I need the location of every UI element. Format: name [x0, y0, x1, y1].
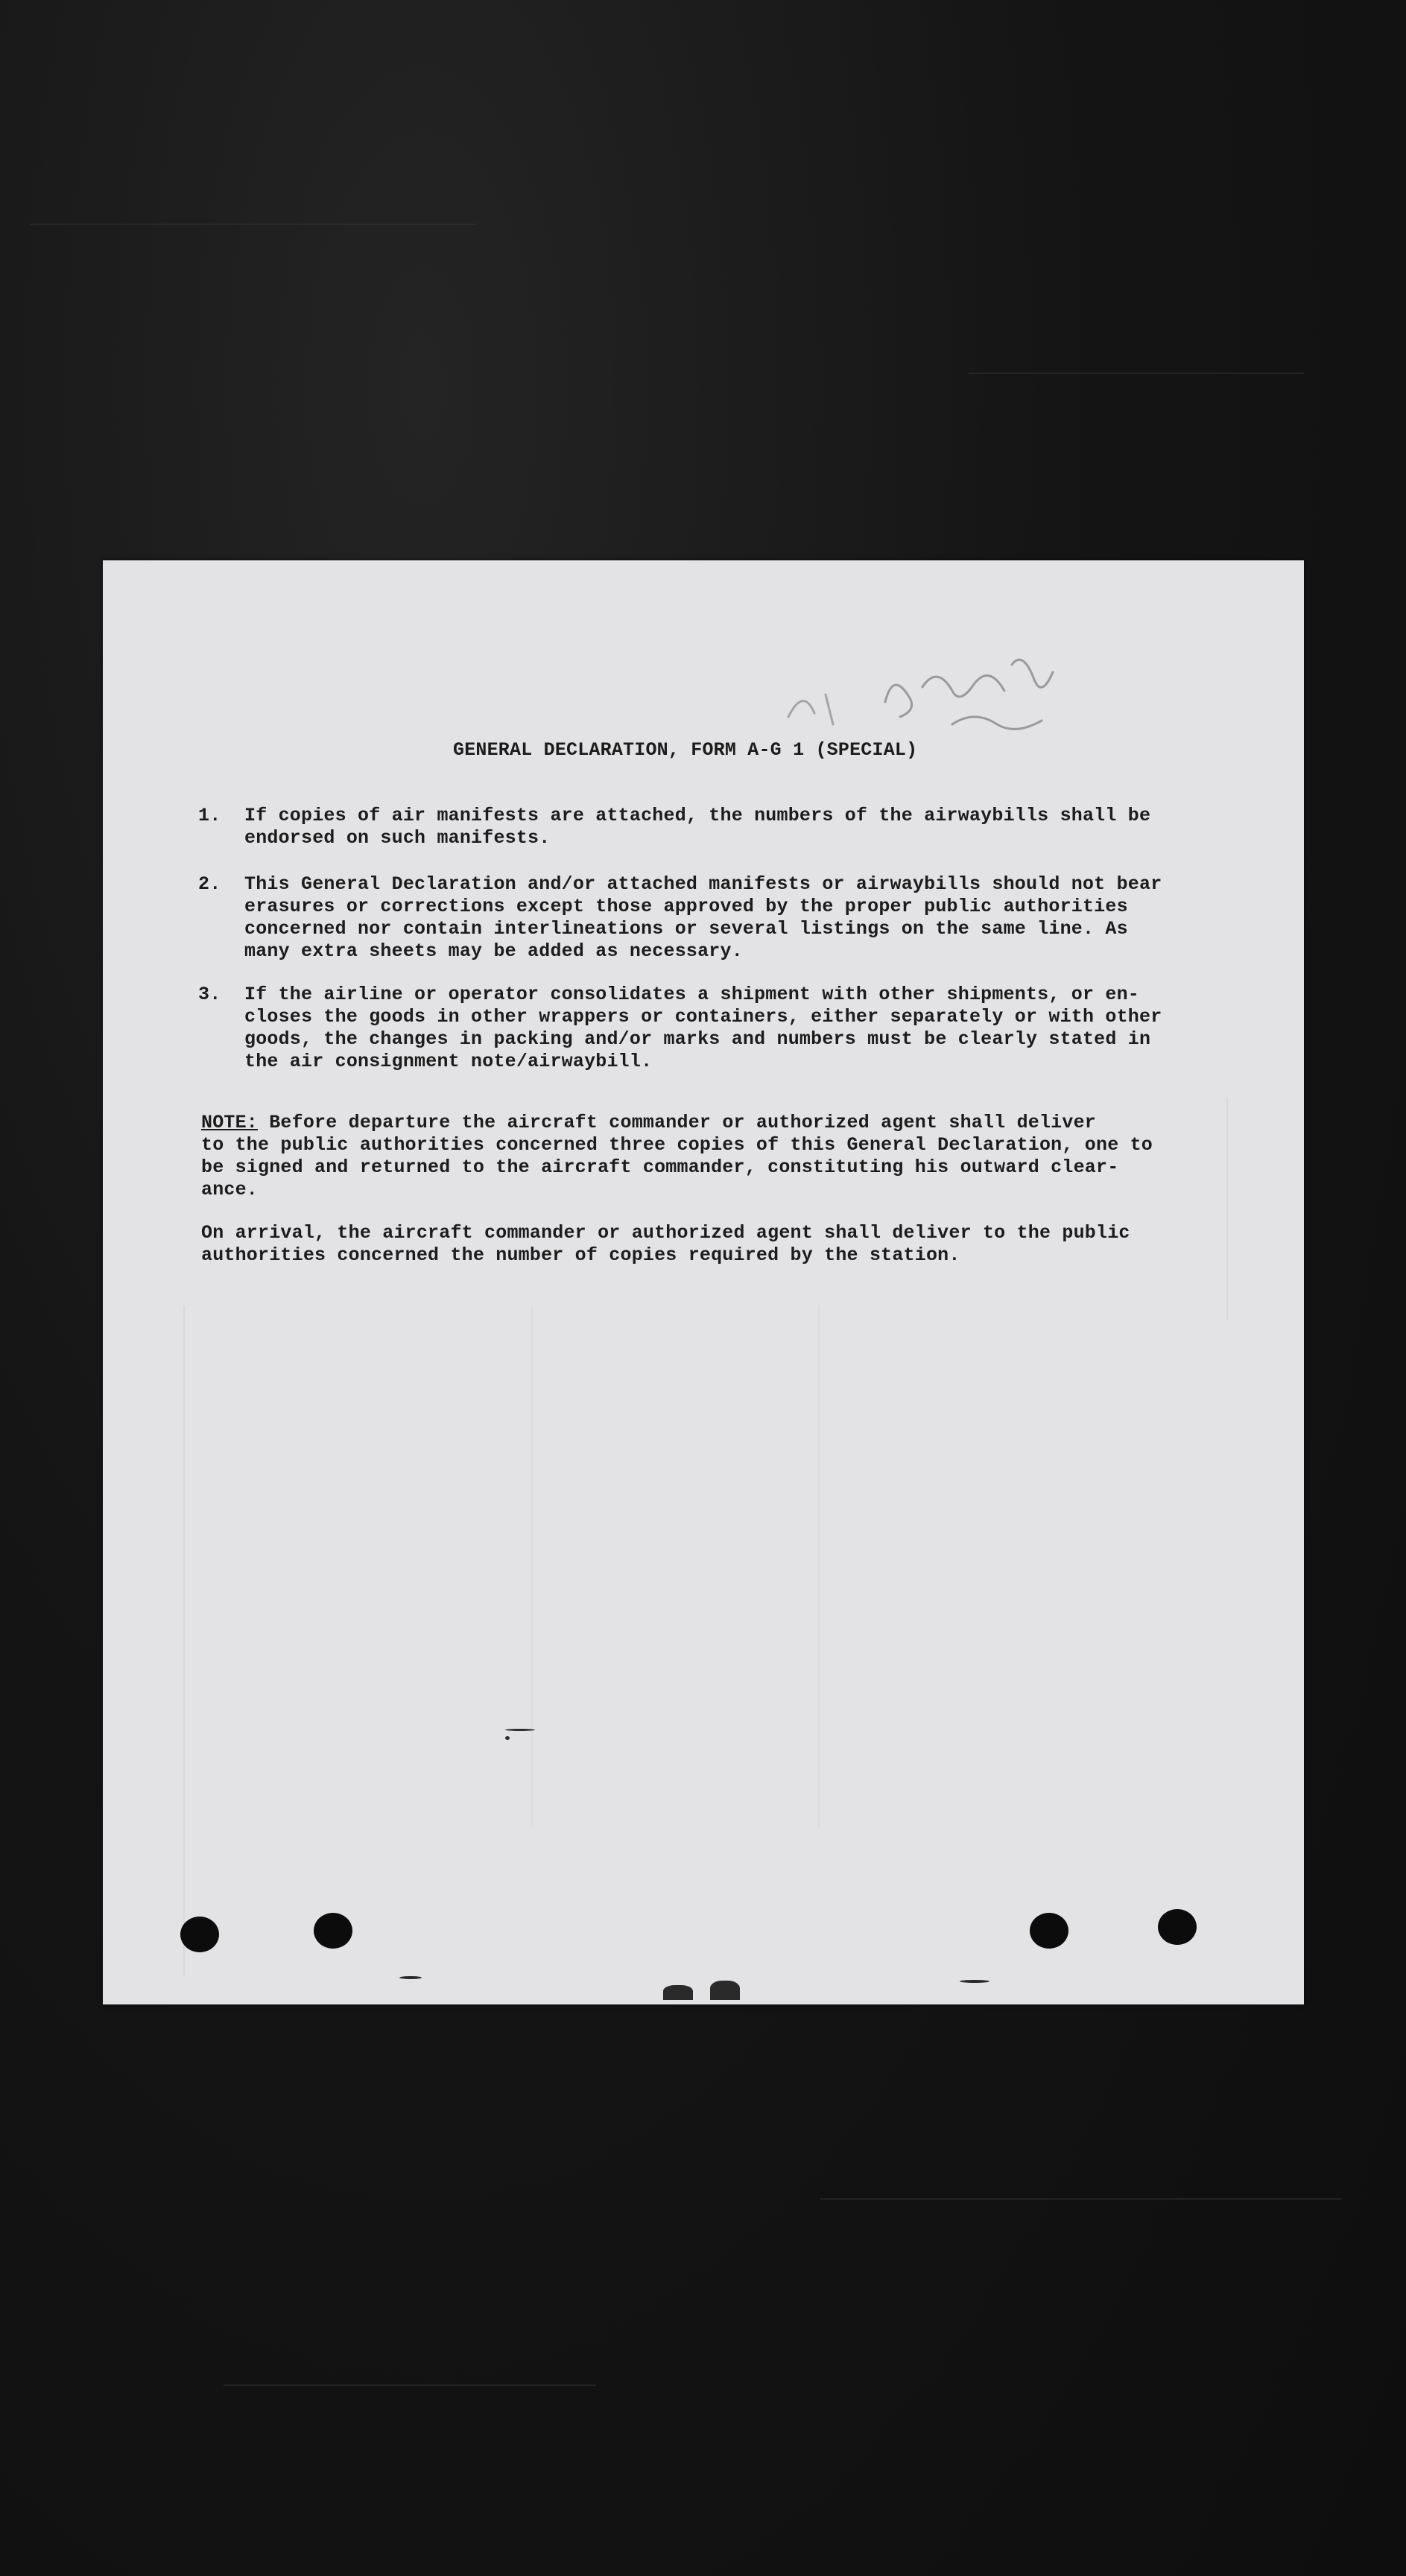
ink-mark	[960, 1980, 989, 1983]
ink-mark	[505, 1729, 535, 1731]
edge-damage	[663, 1985, 693, 2000]
item-number: 1.	[198, 805, 221, 826]
ink-mark	[505, 1736, 510, 1740]
instruction-item-1	[198, 805, 1197, 849]
note-text: Before departure the aircraft commander or authorized agent shall deliver to the public authorities concerned three copies of this General Declaration, one to be signed and returned to the aircraft commander, constituting his outward clear- ance.	[201, 1112, 1153, 1200]
instruction-item-2	[198, 873, 1197, 963]
edge-damage	[710, 1981, 740, 2000]
item-number: 2.	[198, 873, 221, 895]
document-title: GENERAL DECLARATION, FORM A-G 1 (SPECIAL)	[453, 739, 918, 761]
film-scratch	[820, 2198, 1341, 2200]
item-text: If copies of air manifests are attached, the numbers of the airwaybills shall be endorsed on such manifests.	[244, 805, 1151, 849]
faint-rule	[818, 1306, 820, 1827]
document-page	[103, 560, 1304, 2004]
faint-rule	[531, 1306, 533, 1827]
film-scratch	[224, 2384, 596, 2386]
punch-hole	[314, 1913, 352, 1949]
film-scratch	[30, 224, 477, 225]
punch-hole	[180, 1917, 219, 1952]
film-scratch	[969, 373, 1304, 374]
faint-rule	[1226, 1097, 1228, 1320]
punch-hole	[1158, 1909, 1197, 1945]
faint-rule	[183, 1306, 185, 1976]
ink-mark	[399, 1976, 422, 1979]
note-paragraph	[201, 1112, 1197, 1201]
instruction-item-3	[198, 984, 1197, 1073]
item-text: This General Declaration and/or attached manifests or airwaybills should not bear erasures or corrections except those approved by the proper public authorities concerned nor contain interlineations or several listings on the same line. As many extra sheets may be added as necessary.	[244, 873, 1162, 962]
item-text: If the airline or operator consolidates a shipment with other shipments, or en- closes the goods in other wrappers or containers, either separately or with other goods, the changes in packing and/or marks and numbers must be clearly stated in the air consignment note/airwaybill.	[244, 984, 1162, 1072]
punch-hole	[1030, 1913, 1068, 1949]
handwritten-annotation	[773, 642, 1086, 754]
item-number: 3.	[198, 984, 221, 1005]
arrival-paragraph: On arrival, the aircraft commander or authorized agent shall deliver to the public authorities concerned the number of copies required by the station.	[201, 1222, 1130, 1266]
note-label: NOTE:	[201, 1112, 259, 1133]
